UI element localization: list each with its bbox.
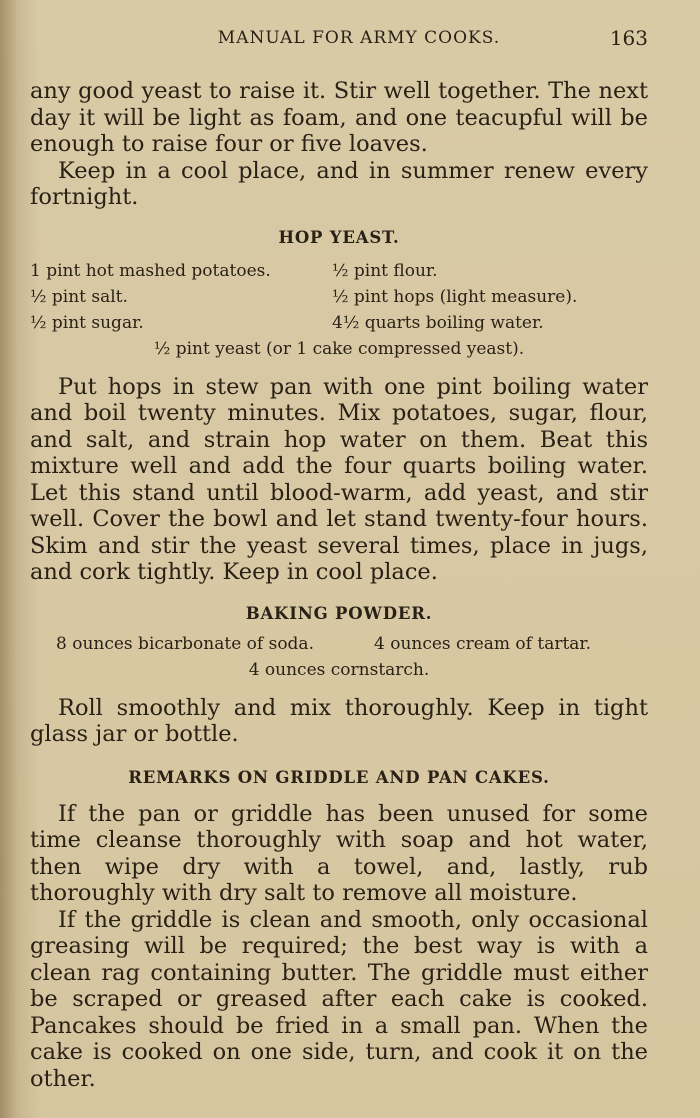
- ingredient-row: [30, 631, 648, 657]
- griddle-section: [30, 768, 648, 1093]
- baking-powder-section: [30, 604, 648, 748]
- intro-paragraph-2: Keep in a cool place, and in summer renew every fortnight.: [30, 157, 648, 210]
- intro-section: [30, 60, 648, 211]
- baking-powder-ingredients: [30, 631, 648, 683]
- ingredient-center: ½ pint yeast (or 1 cake compressed yeast).: [153, 338, 525, 359]
- ingredient-center: 4 ounces cornstarch.: [248, 659, 430, 680]
- page-number: 163: [609, 26, 648, 50]
- ingredient-left: ½ pint salt.: [30, 286, 128, 307]
- ingredient-row: [30, 284, 648, 310]
- hop-yeast-ingredients: [30, 258, 648, 362]
- hop-yeast-heading: HOP YEAST.: [278, 227, 400, 247]
- ingredient-right: 4½ quarts boiling water.: [332, 312, 544, 333]
- ingredient-right: ½ pint hops (light measure).: [332, 286, 578, 307]
- intro-paragraph-1: any good yeast to raise it. Stir well together. The next day it will be light as foam, and one teacupful will be enough to raise four or five loaves.: [30, 78, 648, 157]
- hop-yeast-section: [30, 228, 648, 586]
- griddle-paragraph-2: If the griddle is clean and smooth, only occasional greasing will be required; the best way is with a clean rag containing butter. The griddle must either be scraped or greased after each cake is cooked. Pancakes should be fried in a small pan. When the cake is cooked on one side, turn, and cook it on the other.: [30, 906, 648, 1092]
- ingredient-row: [30, 310, 648, 336]
- ingredient-left: ½ pint sugar.: [30, 312, 144, 333]
- ingredient-left: 8 ounces bicarbonate of soda.: [56, 633, 314, 654]
- hop-yeast-method: Put hops in stew pan with one pint boiling water and boil twenty minutes. Mix potatoes, sugar, flour, and salt, and strain hop water on them. Beat this mixture well and add the four quarts boiling water. Let this stand until blood-warm, add yeast, and stir well. Cover the bowl and let stand twenty-four hours. Skim and stir the yeast several times, place in jugs, and cork tightly. Keep in cool place.: [30, 373, 648, 585]
- griddle-heading: REMARKS ON GRIDDLE AND PAN CAKES.: [128, 767, 550, 787]
- baking-powder-method: Roll smoothly and mix thoroughly. Keep in tight glass jar or bottle.: [30, 694, 648, 747]
- ingredient-left: 1 pint hot mashed potatoes.: [30, 260, 271, 281]
- running-head: [30, 0, 648, 60]
- griddle-paragraph-1: If the pan or griddle has been unused for some time cleanse thoroughly with soap and hot water, then wipe dry with a towel, and, lastly, rub thoroughly with dry salt to remove all moisture.: [30, 800, 648, 906]
- ingredient-right: ½ pint flour.: [332, 260, 438, 281]
- ingredient-row: [30, 258, 648, 284]
- baking-powder-heading: BAKING POWDER.: [245, 603, 433, 623]
- ingredient-right: 4 ounces cream of tartar.: [374, 633, 592, 654]
- running-title: MANUAL FOR ARMY COOKS.: [217, 28, 501, 48]
